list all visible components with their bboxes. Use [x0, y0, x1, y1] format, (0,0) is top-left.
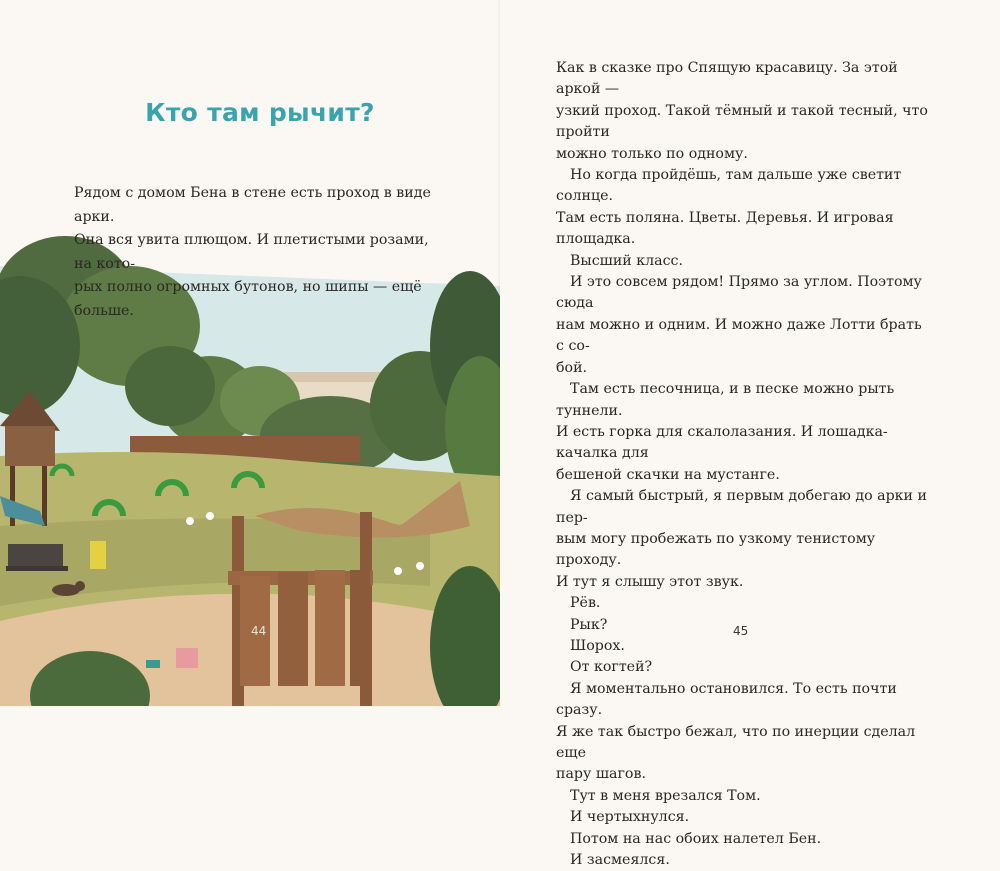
text-line: От когтей?: [570, 659, 653, 676]
text-line: Рядом с домом Бена в стене есть проход в виде арки.: [74, 185, 431, 225]
text-line: И есть горка для скалолазания. И лошадка-качалка для: [556, 423, 888, 462]
text-line: рых полно огромных бутонов, но шипы — ещё больше.: [74, 279, 422, 319]
text-line: И чертыхнулся.: [570, 809, 690, 826]
text-line: пару шагов.: [556, 766, 646, 783]
text-line: узкий проход. Такой тёмный и такой тесный, что пройти: [556, 102, 928, 141]
text-line: И тут я слышу этот звук.: [556, 573, 744, 590]
text-line: вым могу пробежать по узкому тенистому проходу.: [556, 530, 876, 569]
text-line: Как в сказке про Спящую красавицу. За этой аркой —: [556, 60, 898, 98]
text-line: бешеной скачки на мустанге.: [556, 466, 780, 483]
text-line: Она вся увита плющом. И плетистыми розами, на кото-: [74, 232, 429, 272]
text-line: Я самый быстрый, я первым добегаю до арки и пер-: [556, 488, 927, 526]
text-line: Рёв.: [570, 595, 601, 612]
text-line: И засмеялся.: [570, 852, 670, 869]
text-line: бой.: [556, 359, 588, 376]
page-number-right: 45: [733, 624, 749, 638]
text-line: Я же так быстро бежал, что по инерции сделал еще: [556, 723, 916, 761]
text-line: И это совсем рядом! Прямо за углом. Поэтому сюда: [556, 274, 922, 312]
chapter-title: Кто там рычит?: [145, 98, 375, 127]
left-text-block: [74, 182, 446, 323]
text-line: Там есть песочница, и в песке можно рыть туннели.: [556, 381, 895, 419]
right-text-block: [556, 58, 928, 871]
text-line: нам можно и одним. И можно даже Лотти брать с со-: [556, 316, 922, 355]
text-line: Тут в меня врезался Том.: [570, 787, 761, 804]
text-line: Рык?: [570, 616, 608, 633]
text-line: Высший класс.: [570, 252, 684, 269]
text-line: Шорох.: [570, 637, 625, 654]
text-line: можно только по одному.: [556, 145, 748, 162]
text-line: Потом на нас обоих налетел Бен.: [570, 830, 822, 847]
text-line: Я моментально остановился. То есть почти сразу.: [556, 680, 897, 719]
text-line: Но когда пройдёшь, там дальше уже светит солнце.: [556, 167, 902, 205]
text-line: Там есть поляна. Цветы. Деревья. И игровая площадка.: [556, 209, 894, 248]
page-number-left: 44: [251, 624, 267, 638]
left-page: [0, 0, 500, 706]
